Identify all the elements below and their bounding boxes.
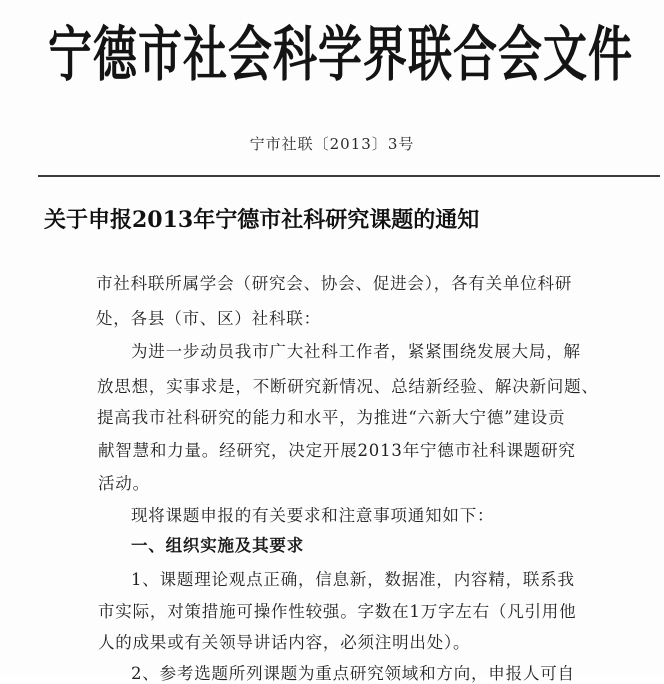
notice-title: 关于申报2013年宁德市社科研究课题的通知 xyxy=(44,207,480,233)
item-1-line-3: 人的成果或有关领导讲话内容，必须注明出处）。 xyxy=(98,633,471,652)
paragraph-2-line-1: 现将课题申报的有关要求和注意事项通知如下： xyxy=(131,506,495,525)
section-1-heading: 一、组织实施及其要求 xyxy=(131,536,304,555)
addressee-line-1: 市社科联所属学会（研究会、协会、促进会），各有关单位科研 xyxy=(96,274,573,293)
item-1-line-2: 市实际，对策措施可操作性较强。字数在1万字左右（凡引用他 xyxy=(98,602,577,621)
document-header-title: 宁德市社会科学界联合会文件 xyxy=(48,20,633,90)
addressee-line-2: 处，各县（市、区）社科联： xyxy=(96,309,321,328)
paragraph-1-line-5: 活动。 xyxy=(98,474,150,493)
item-2-line-1: 2、参考选题所列课题为重点研究领域和方向，申报人可自 xyxy=(131,664,575,683)
item-1-line-1: 1、课题理论观点正确，信息新，数据准，内容精，联系我 xyxy=(131,570,575,589)
paragraph-1-line-2: 放思想，实事求是，不断研究新情况、总结新经验、解决新问题、 xyxy=(97,377,599,396)
paragraph-1-line-1: 为进一步动员我市广大社科工作者，紧紧围绕发展大局，解 xyxy=(131,342,581,361)
paragraph-1-line-4: 献智慧和力量。经研究，决定开展2013年宁德市社科课题研究 xyxy=(98,441,576,460)
document-number: 宁市社联〔2013〕3号 xyxy=(249,135,415,153)
paragraph-1-line-3: 提高我市社科研究的能力和水平，为推进“六新大宁德”建设贡 xyxy=(97,408,566,427)
header-divider xyxy=(38,175,660,177)
